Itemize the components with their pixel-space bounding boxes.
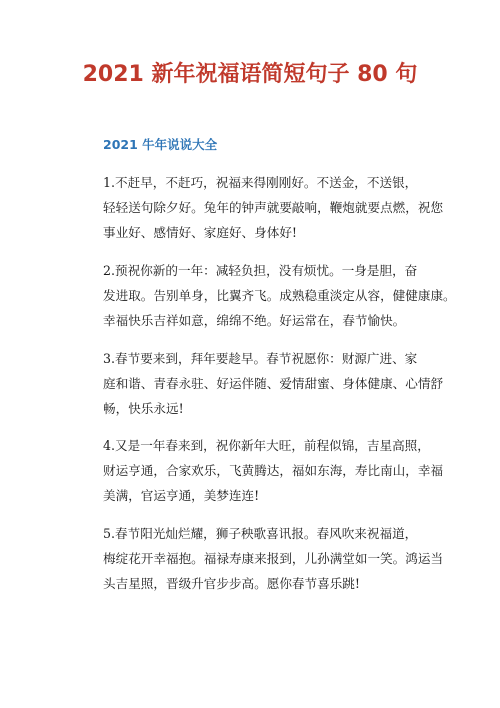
paragraph-line: 5.春节阳光灿烂耀，狮子秧歌喜讯报。春风吹来祝福道， [103, 526, 418, 541]
paragraph-line: 4.又是一年春来到，祝你新年大旺，前程似锦，吉星高照， [103, 438, 430, 453]
document-title: 2021 新年祝福语简短句子 80 句 [82, 62, 418, 87]
paragraph-5 [103, 521, 444, 596]
paragraph-line: 1.不赶早，不赶巧，祝福来得刚刚好。不送金，不送银， [103, 175, 418, 190]
paragraph-2 [103, 258, 456, 333]
paragraph-3 [103, 346, 444, 421]
paragraph-line: 梅绽花开幸福抱。福禄寿康来报到，儿孙满堂如一笑。鸿运当 [103, 551, 444, 566]
paragraph-line: 财运亨通，合家欢乐，飞黄腾达，福如东海，寿比南山，幸福 [103, 463, 444, 478]
paragraph-line: 2.预祝你新的一年：减轻负担，没有烦忧。一身是胆，奋 [103, 263, 418, 278]
paragraph-line: 头吉星照，晋级升官步步高。愿你春节喜乐跳! [103, 576, 360, 591]
paragraph-line: 幸福快乐吉祥如意，绵绵不绝。好运常在，春节愉快。 [103, 313, 406, 328]
paragraph-line: 畅，快乐永远! [103, 401, 184, 416]
paragraph-line: 美满，官运亨通，美梦连连! [103, 488, 260, 503]
paragraph-1 [103, 170, 444, 245]
paragraph-line: 发进取。告别单身，比翼齐飞。成熟稳重淡定从容，健健康康。 [103, 288, 456, 303]
paragraph-line: 轻轻送句除夕好。兔年的钟声就要敲响，鞭炮就要点燃，祝您 [103, 200, 444, 215]
section-subtitle: 2021 牛年说说大全 [103, 137, 218, 152]
paragraph-line: 3.春节要来到，拜年要趁早。春节祝愿你：财源广进、家 [103, 351, 418, 366]
paragraph-4 [103, 433, 444, 508]
paragraph-line: 事业好、感情好、家庭好、身体好! [103, 225, 297, 240]
paragraph-line: 庭和谐、青春永驻、好运伴随、爱情甜蜜、身体健康、心情舒 [103, 376, 444, 391]
